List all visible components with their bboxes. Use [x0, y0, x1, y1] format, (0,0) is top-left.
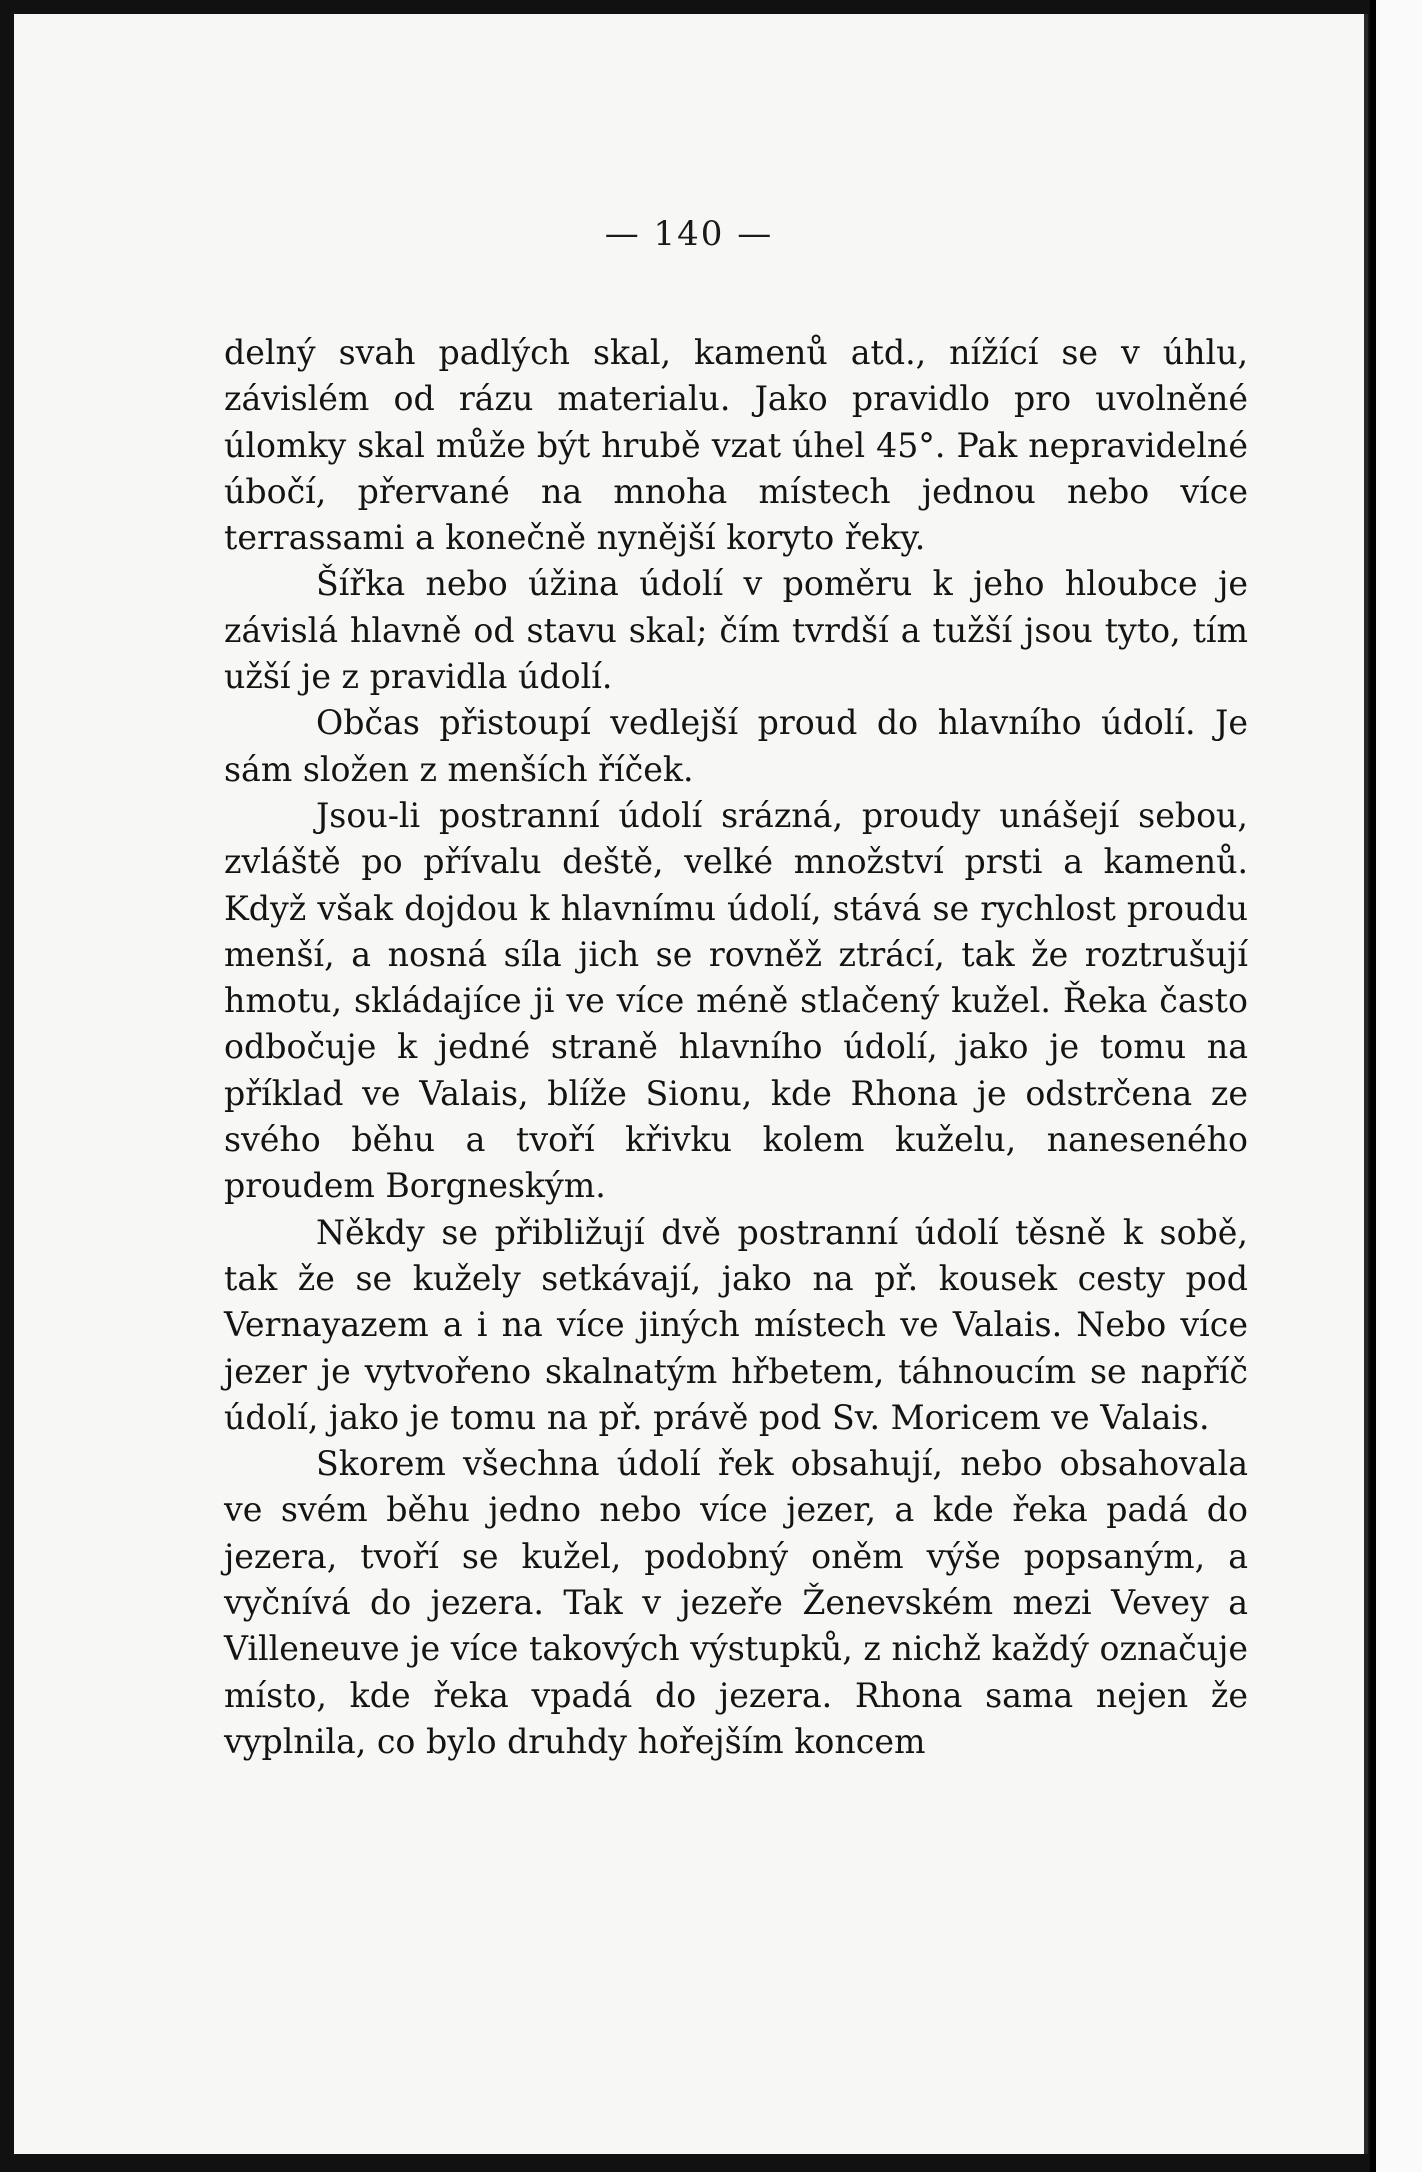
paragraph: Skorem všechna údolí řek obsahují, nebo obsahovala ve svém běhu jedno nebo více jezer, a kde řeka padá do jezera, tvoří se kužel, podobný oněm výše popsaným, a vyčnívá do jezera. Tak v jezeře Ženevském mezi Vevey a Villeneuve je více takových výstupků, z nichž každý označuje místo, kde řeka vpadá do jezera. Rhona sama nejen že vyplnila, co bylo druhdy hořejším koncem	[224, 1444, 1248, 1761]
page-number: — 140 —	[604, 214, 774, 254]
paragraph: Šířka nebo úžina údolí v poměru k jeho hloubce je závislá hlavně od stavu skal; čím tvrdší a tužší jsou tyto, tím užší je z pravidla údolí.	[224, 564, 1248, 697]
book-page	[14, 14, 1368, 2154]
paragraph: delný svah padlých skal, kamenů atd., nížící se v úhlu, závislém od rázu materialu. Jako pravidlo pro uvolněné úlomky skal může být hrubě vzat úhel 45°. Pak nepravidelné úbočí, přervané na mnoha místech jednou nebo více terrassami a konečně nynější koryto řeky.	[224, 333, 1248, 558]
paragraph: Občas přistoupí vedlejší proud do hlavního údolí. Je sám složen z menších říček.	[224, 703, 1248, 789]
paragraph: Jsou-li postranní údolí srázná, proudy unášejí sebou, zvláště po přívalu deště, velké množství prsti a kamenů. Když však dojdou k hlavnímu údolí, stává se rychlost proudu menší, a nosná síla jich se rovněž ztrácí, tak že roztrušují hmotu, skládajíce ji ve více méně stlačený kužel. Řeka často odbočuje k jedné straně hlavního údolí, jako je tomu na příklad ve Valais, blíže Sionu, kde Rhona je odstrčena ze svého běhu a tvoří křivku kolem kuželu, naneseného proudem Borgneským.	[224, 795, 1248, 1206]
body-text	[224, 330, 1248, 1765]
paragraph: Někdy se přibližují dvě postranní údolí těsně k sobě, tak že se kužely setkávají, jako na př. kousek cesty pod Vernayazem a i na více jiných místech ve Valais. Nebo více jezer je vytvořeno skalnatým hřbetem, táhnoucím se napříč údolí, jako je tomu na př. právě pod Sv. Moricem ve Valais.	[224, 1212, 1248, 1437]
adjacent-page-edge	[1370, 0, 1422, 2172]
